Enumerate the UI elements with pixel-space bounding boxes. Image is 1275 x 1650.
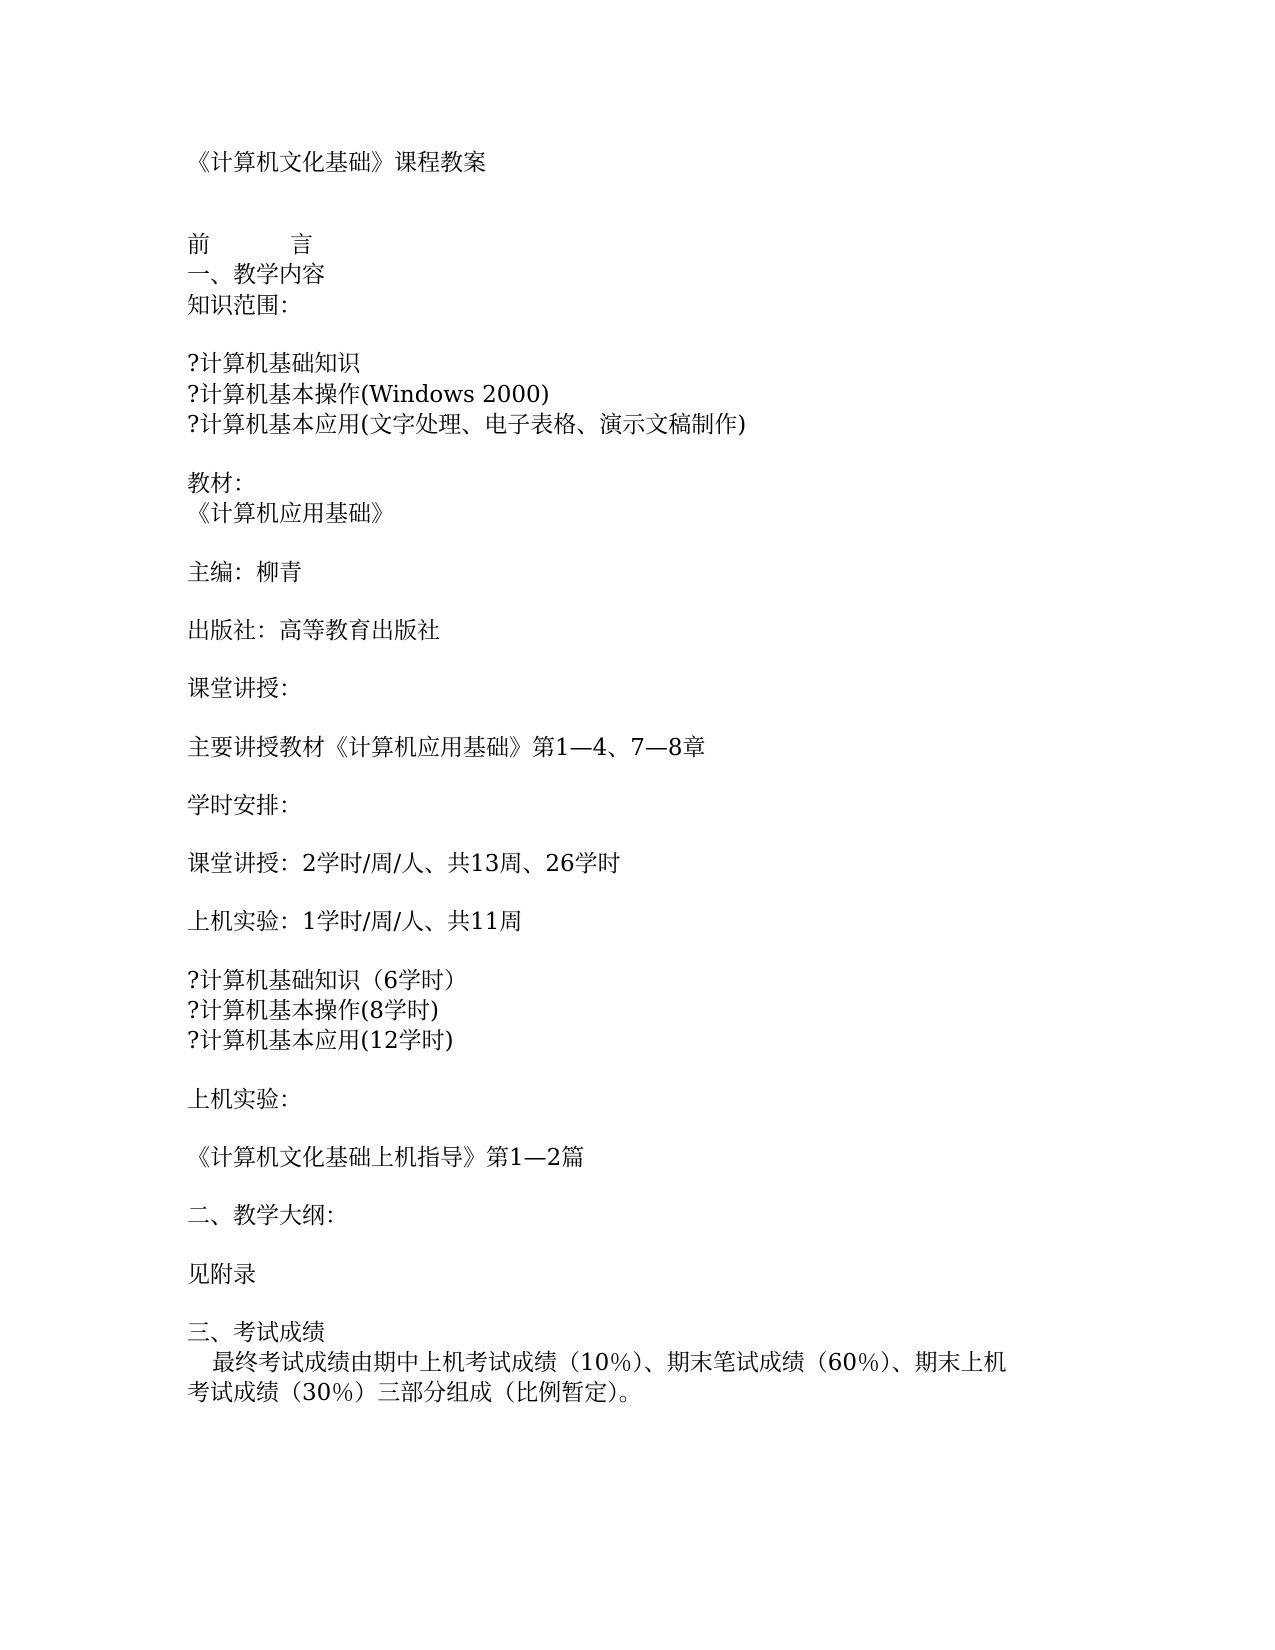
scope-item: ?计算机基本操作(Windows 2000) <box>187 382 550 408</box>
lecture-text: 主要讲授教材《计算机应用基础》第1—4、7—8章 <box>187 735 706 761</box>
hours-label: 学时安排： <box>187 793 302 819</box>
editor-line: 主编：柳青 <box>187 560 302 586</box>
preface-char-1: 前 <box>187 232 210 258</box>
hours-lab: 上机实验：1学时/周/人、共11周 <box>187 909 523 935</box>
preface-char-2: 言 <box>290 232 313 258</box>
section3-text-line1: 最终考试成绩由期中上机考试成绩（10％）、期末笔试成绩（60％）、期末上机 <box>212 1350 1007 1376</box>
section3-text-line2: 考试成绩（30％）三部分组成（比例暂定）。 <box>187 1380 642 1406</box>
section2-text: 见附录 <box>187 1262 256 1288</box>
textbook-name: 《计算机应用基础》 <box>187 501 394 527</box>
hours-item: ?计算机基础知识（6学时） <box>187 968 467 994</box>
publisher-line: 出版社：高等教育出版社 <box>187 618 440 644</box>
hours-lecture: 课堂讲授：2学时/周/人、共13周、26学时 <box>187 851 621 877</box>
section3-heading: 三、考试成绩 <box>187 1320 325 1346</box>
hours-item: ?计算机基本应用(12学时) <box>187 1028 454 1054</box>
section2-heading: 二、教学大纲： <box>187 1203 348 1229</box>
lecture-label: 课堂讲授： <box>187 676 302 702</box>
scope-item: ?计算机基础知识 <box>187 351 361 377</box>
preface-heading <box>187 230 313 260</box>
scope-label: 知识范围： <box>187 293 302 319</box>
lab-label: 上机实验： <box>187 1087 302 1113</box>
lab-text: 《计算机文化基础上机指导》第1—2篇 <box>187 1145 585 1171</box>
hours-item: ?计算机基本操作(8学时) <box>187 998 439 1024</box>
document-title: 《计算机文化基础》课程教案 <box>187 150 486 176</box>
section1-heading: 一、教学内容 <box>187 262 325 288</box>
textbook-label: 教材： <box>187 471 256 497</box>
scope-item: ?计算机基本应用(文字处理、电子表格、演示文稿制作) <box>187 412 747 438</box>
